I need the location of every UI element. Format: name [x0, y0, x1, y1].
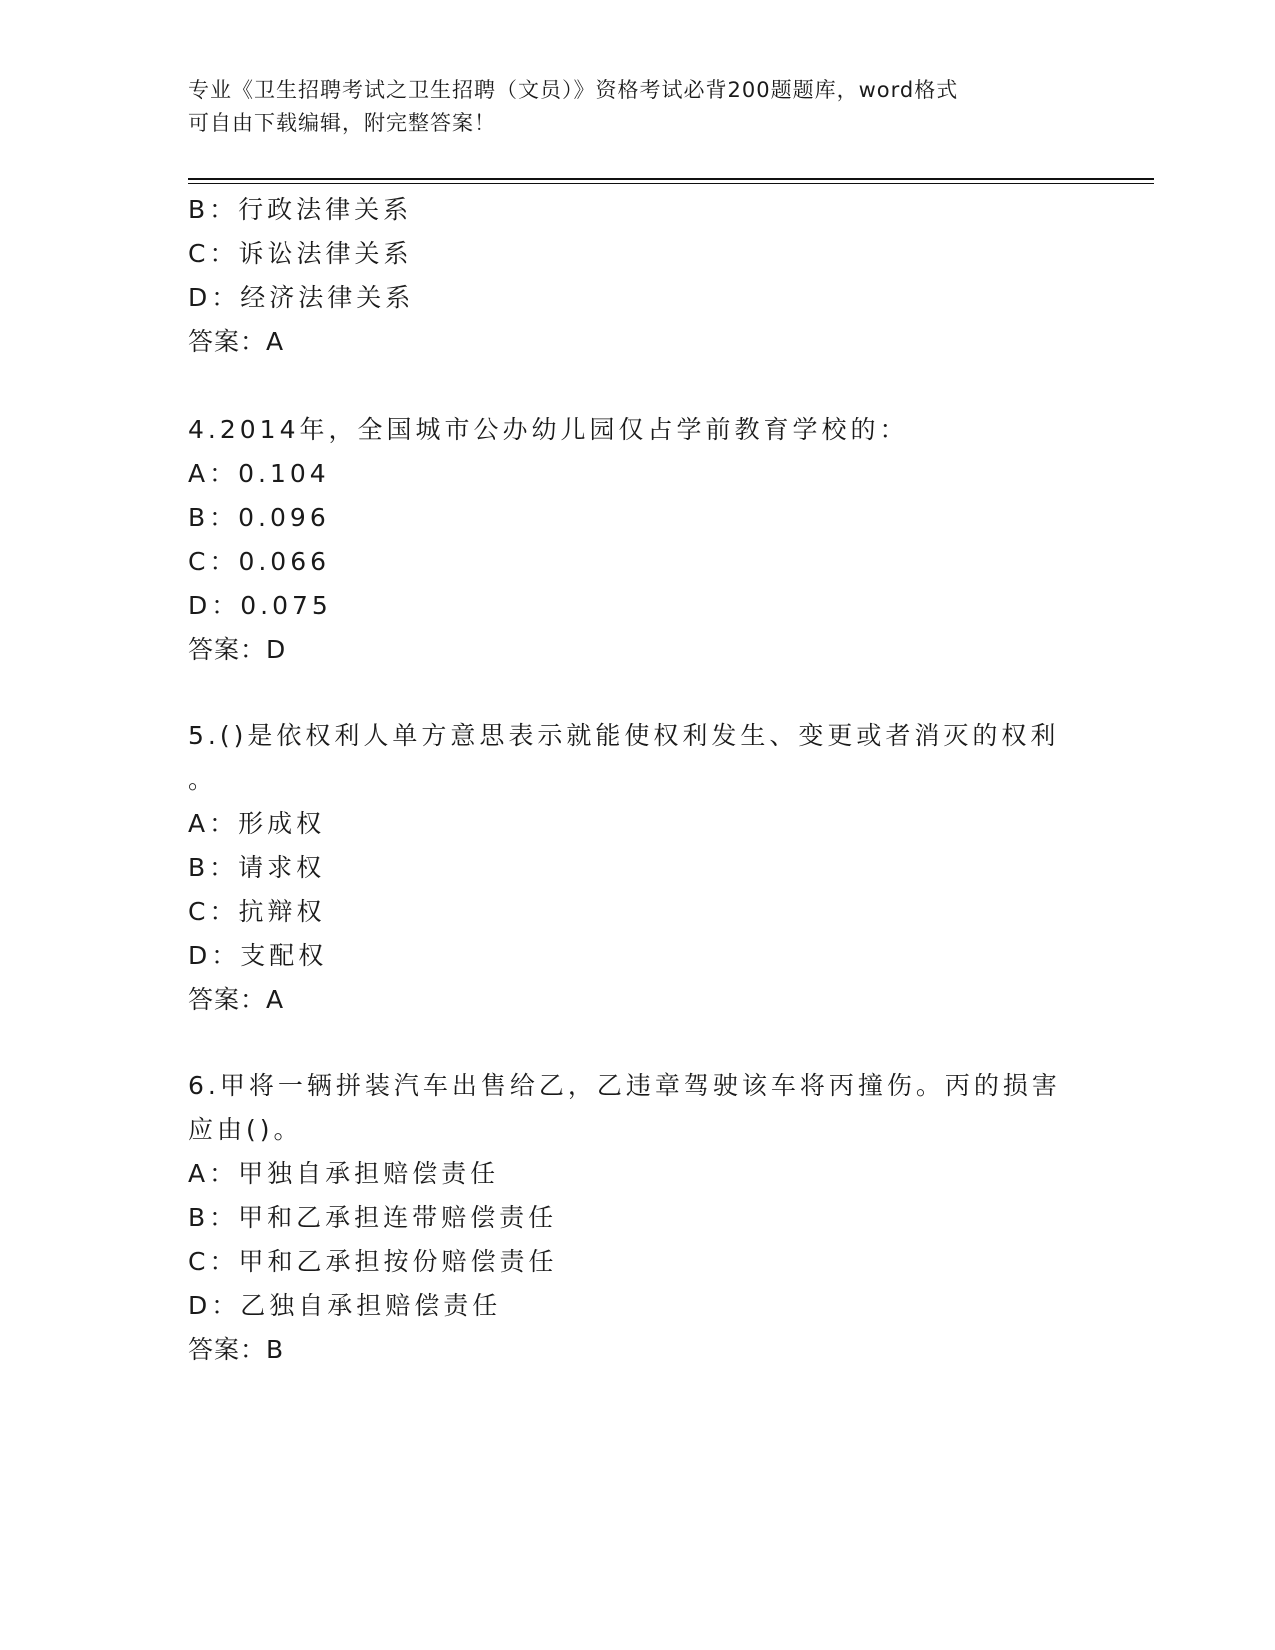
q6-option-d: D：乙独自承担赔偿责任	[188, 1291, 502, 1320]
q3-option-d: D：经济法律关系	[188, 283, 415, 312]
header-title-line-1: 专业《卫生招聘考试之卫生招聘（文员）》资格考试必背200题题库，word格式	[188, 78, 959, 102]
q4-answer: 答案：D	[188, 635, 287, 664]
q4-option-b: B：0.096	[188, 503, 330, 532]
q6-question-line-2: 应由()。	[188, 1115, 303, 1144]
document-header	[188, 74, 1068, 140]
q6-option-b: B：甲和乙承担连带赔偿责任	[188, 1203, 558, 1232]
q4-option-a: A：0.104	[188, 459, 330, 488]
header-divider	[188, 178, 1154, 184]
q5-question-line-2: 。	[188, 765, 218, 794]
q5-option-c: C：抗辩权	[188, 897, 326, 926]
q5-option-a: A：形成权	[188, 809, 326, 838]
q3-answer: 答案：A	[188, 327, 285, 356]
header-title-line-2: 可自由下载编辑，附完整答案！	[188, 111, 496, 135]
q5-option-b: B：请求权	[188, 853, 326, 882]
q5-answer: 答案：A	[188, 985, 285, 1014]
q5-option-d: D：支配权	[188, 941, 328, 970]
q6-question-line-1: 6.甲将一辆拼装汽车出售给乙，乙违章驾驶该车将丙撞伤。丙的损害	[188, 1071, 1061, 1100]
q4-question: 4.2014年，全国城市公办幼儿园仅占学前教育学校的：	[188, 415, 909, 444]
q6-option-c: C：甲和乙承担按份赔偿责任	[188, 1247, 558, 1276]
q4-option-d: D：0.075	[188, 591, 332, 620]
q4-option-c: C：0.066	[188, 547, 331, 576]
q5-question-line-1: 5.()是依权利人单方意思表示就能使权利发生、变更或者消灭的权利	[188, 721, 1060, 750]
q3-option-b: B：行政法律关系	[188, 195, 413, 224]
q6-option-a: A：甲独自承担赔偿责任	[188, 1159, 500, 1188]
q3-option-c: C：诉讼法律关系	[188, 239, 413, 268]
q6-answer: 答案：B	[188, 1335, 285, 1364]
